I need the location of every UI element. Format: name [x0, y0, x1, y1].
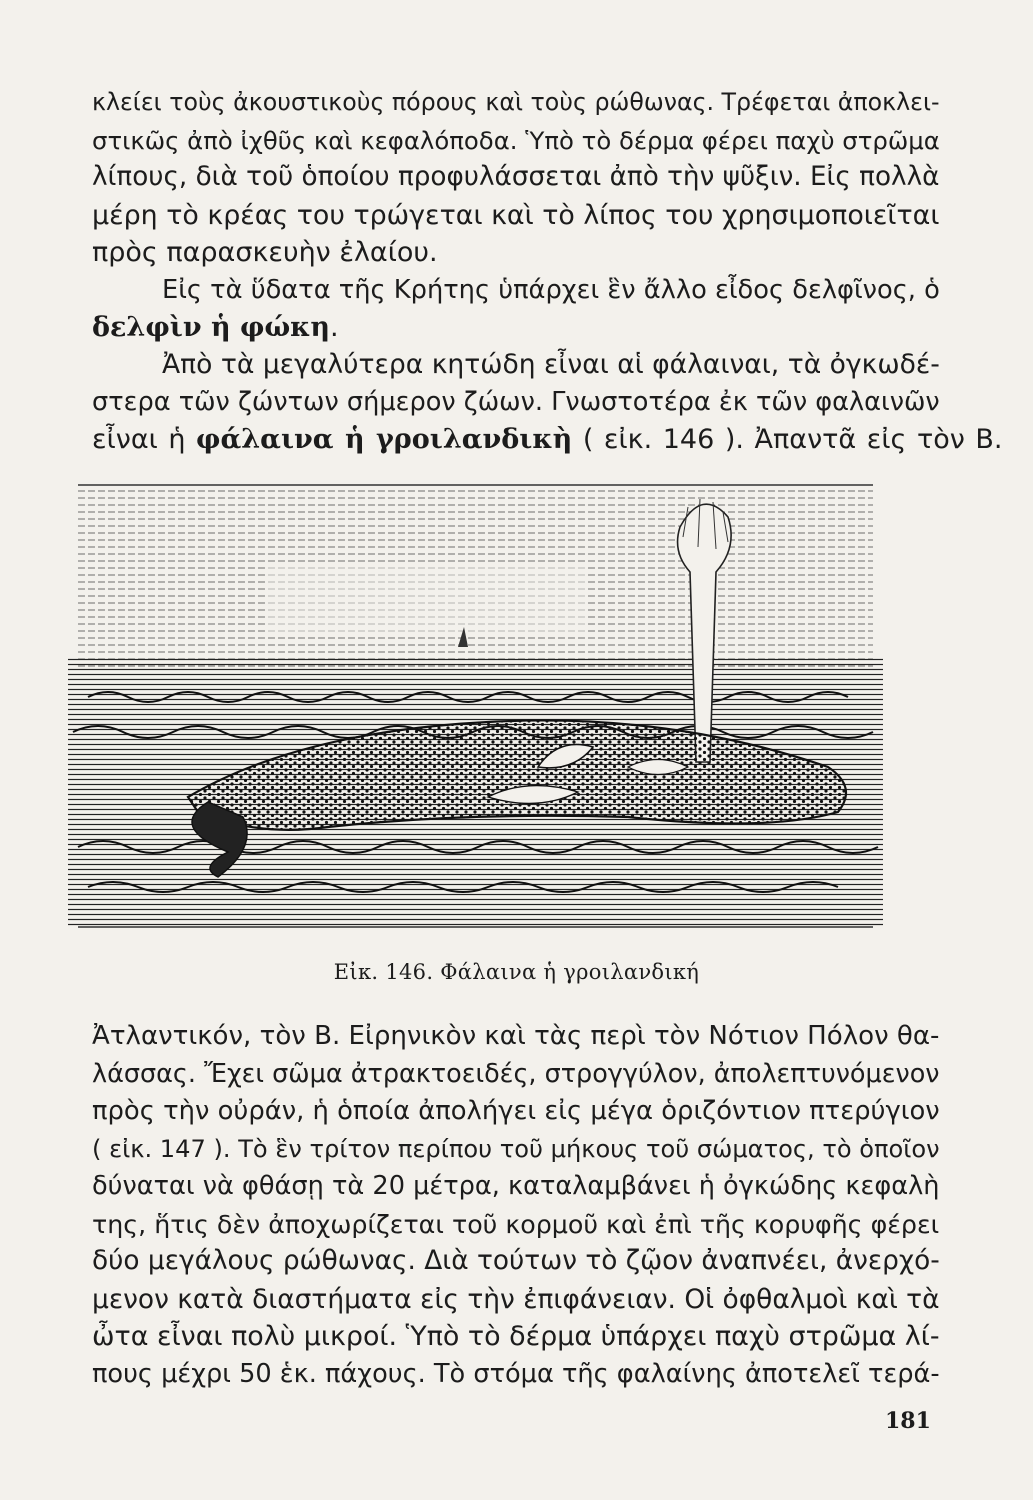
text-line: [92, 309, 940, 347]
paragraph-whale-description: [92, 1018, 940, 1393]
figure-caption: Εἰκ. 146. Φάλαινα ἡ γροιλανδική: [333, 960, 700, 984]
text-line: στικῶς ἀπὸ ἰχθῦς καὶ κεφαλόποδα. Ὑπὸ τὸ δέρμα φέρει παχὺ στρῶμα: [92, 125, 940, 155]
text-line: λίπους, διὰ τοῦ ὁποίου προφυλάσσεται ἀπὸ τὴν ψῦξιν. Εἰς πολλὰ: [92, 162, 940, 192]
text-fragment: .: [330, 312, 339, 343]
text-line: πρὸς παρασκευὴν ἐλαίου.: [92, 237, 438, 268]
bold-term: φάλαινα ἡ γροιλανδικὴ: [196, 424, 573, 455]
page-number: 181: [885, 1408, 931, 1434]
text-line: [92, 421, 1003, 459]
text-line: κλείει τοὺς ἀκουστικοὺς πόρους καὶ τοὺς ρώθωνας. Τρέφεται ἀποκλει-: [92, 88, 940, 116]
text-line: Ἀτλαντικόν, τὸν Β. Εἰρηνικὸν καὶ τὰς περὶ τὸν Νότιον Πόλον θα-: [92, 1021, 940, 1051]
paragraph-crete-dolphin: [92, 272, 940, 310]
text-line: στερα τῶν ζώντων σήμερον ζώων. Γνωστοτέρα ἐκ τῶν φαλαινῶν: [92, 386, 940, 417]
paragraph-intro: [92, 84, 940, 272]
paragraph-crete-dolphin-cont: [92, 309, 940, 347]
paragraph-whales: [92, 346, 1003, 459]
text-line: πους μέχρι 50 ἑκ. πάχους. Τὸ στόμα τῆς φαλαίνης ἀποτελεῖ τερά-: [92, 1358, 940, 1389]
text-line: δύο μεγάλους ρώθωνας. Διὰ τούτων τὸ ζῷον ἀναπνέει, ἀνερχό-: [92, 1246, 940, 1276]
text-line: ( εἰκ. 147 ). Τὸ ἓν τρίτον περίπου τοῦ μήκους τοῦ σώματος, τὸ ὁποῖον: [92, 1134, 940, 1163]
whale-illustration: [68, 467, 883, 935]
text-line: Εἰς τὰ ὕδατα τῆς Κρήτης ὑπάρχει ἓν ἄλλο εἶδος δελφῖνος, ὁ: [162, 275, 940, 305]
text-line: της, ἥτις δὲν ἀποχωρίζεται τοῦ κορμοῦ καὶ ἐπὶ τῆς κορυφῆς φέρει: [92, 1209, 940, 1239]
text-fragment: ( εἰκ. 146 ). Ἀπαντᾶ εἰς τὸν Β.: [582, 424, 1003, 455]
text-line: λάσσας. Ἔχει σῶμα ἀτρακτοειδές, στρογγύλον, ἀπολεπτυνόμενον: [92, 1058, 940, 1089]
text-line: Ἀπὸ τὰ μεγαλύτερα κητώδη εἶναι αἱ φάλαιναι, τὰ ὀγκωδέ-: [162, 349, 940, 380]
text-fragment: εἶναι ἡ: [92, 424, 186, 455]
text-line: πρὸς τὴν οὐράν, ἡ ὁποία ἀπολήγει εἰς μέγα ὁριζόντιον πτερύγιον: [92, 1096, 940, 1126]
bold-term: δελφὶν ἡ φώκη: [92, 312, 331, 343]
text-line: μέρη τὸ κρέας του τρώγεται καὶ τὸ λίπος του χρησιμοποιεῖται: [92, 199, 940, 231]
text-line: δύναται νὰ φθάσῃ τὰ 20 μέτρα, καταλαμβάνει ἡ ὀγκώδης κεφαλὴ: [92, 1171, 940, 1201]
text-line: μενον κατὰ διαστήματα εἰς τὴν ἐπιφάνειαν. Οἱ ὀφθαλμοὶ καὶ τὰ: [92, 1283, 940, 1315]
text-line: ὦτα εἶναι πολὺ μικροί. Ὑπὸ τὸ δέρμα ὑπάρχει παχὺ στρῶμα λί-: [92, 1321, 940, 1352]
